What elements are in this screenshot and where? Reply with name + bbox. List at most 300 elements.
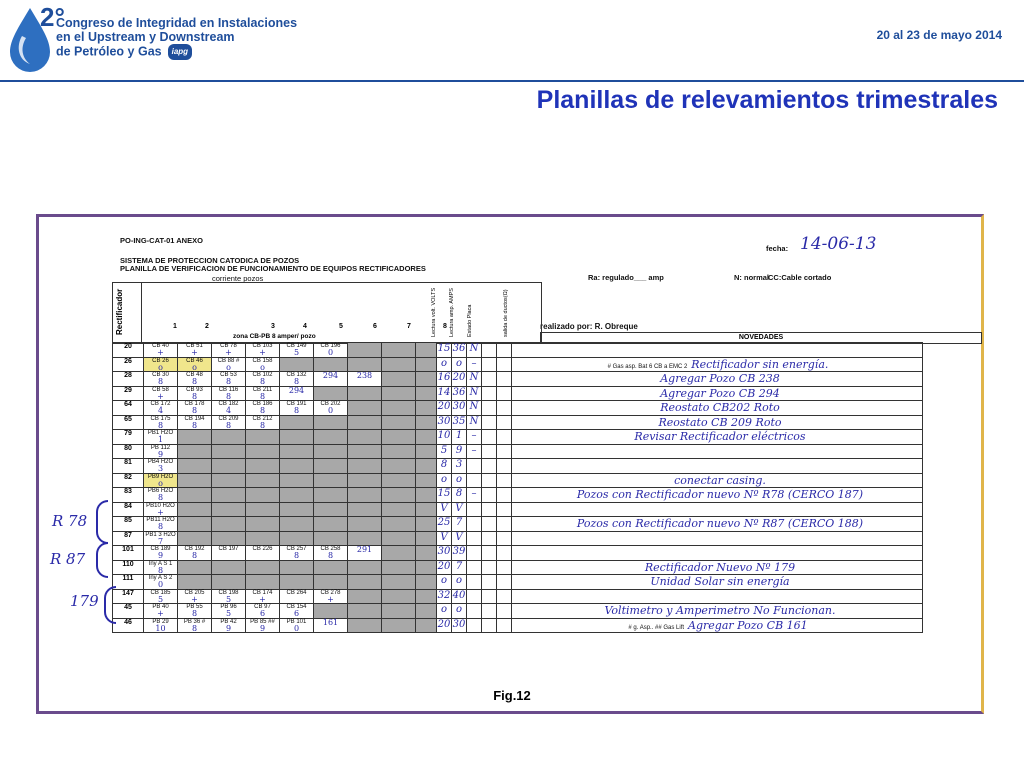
well-current: 8 <box>191 623 198 633</box>
volts-value: 25 <box>437 517 452 532</box>
well-cell <box>144 473 178 488</box>
well-cell <box>280 444 314 459</box>
well-cell <box>280 517 314 532</box>
well-id: CB 197 <box>218 546 239 552</box>
volts-value: 15 <box>437 488 452 503</box>
estado-value <box>467 589 482 604</box>
well-cell <box>314 546 348 561</box>
well-id: CB 53 <box>220 372 237 378</box>
shaded-cell <box>416 618 437 633</box>
well-cell <box>178 488 212 503</box>
well-cell <box>348 473 382 488</box>
well-cell <box>178 430 212 445</box>
rectifier-number: 87 <box>113 531 144 546</box>
well-cell <box>246 560 280 575</box>
blank-cell <box>497 502 512 517</box>
volts-value: o <box>437 575 452 590</box>
col-number: 8 <box>443 323 447 330</box>
shaded-cell <box>416 444 437 459</box>
well-id: CB 192 <box>184 546 205 552</box>
well-cell <box>382 517 416 532</box>
well-cell <box>280 459 314 474</box>
well-id: CB 88 # <box>217 357 240 364</box>
well-current: 8 <box>259 391 266 401</box>
shaded-cell <box>416 415 437 430</box>
estado-value <box>467 604 482 619</box>
well-current: 0 <box>327 406 334 415</box>
rectifier-number: 147 <box>113 589 144 604</box>
zona-label: zona CB-PB 8 amper/ pozo <box>233 333 316 340</box>
well-cell <box>212 357 246 372</box>
blank-cell <box>482 604 497 619</box>
table-row <box>113 444 923 459</box>
well-current: 294 <box>288 385 305 395</box>
well-id: PB 96 <box>220 604 237 610</box>
well-current: 8 <box>191 609 198 618</box>
well-current: 0 <box>157 580 164 589</box>
well-cell <box>280 546 314 561</box>
well-current: 8 <box>225 391 232 401</box>
well-cell <box>144 357 178 372</box>
novedad-cell <box>512 488 923 503</box>
col-number-row <box>143 323 447 333</box>
amps-value: o <box>452 473 467 488</box>
estado-value: – <box>467 430 482 445</box>
novedad-cell <box>512 575 923 590</box>
well-current: 8 <box>259 420 266 430</box>
table-row <box>113 386 923 401</box>
well-cell <box>212 604 246 619</box>
well-id: PB 40 <box>152 604 169 610</box>
well-current: + <box>191 594 198 604</box>
well-current: 8 <box>191 377 198 386</box>
well-cell <box>246 473 280 488</box>
well-id: CB 258 <box>320 546 341 552</box>
well-cell <box>348 531 382 546</box>
amps-value: 3 <box>452 459 467 474</box>
col-rectificador: Rectificador <box>115 288 124 335</box>
well-current: + <box>191 348 198 357</box>
novedad-handwritten: Revisar Rectificador eléctricos <box>634 430 806 443</box>
well-current: 8 <box>191 420 198 430</box>
novedad-cell <box>512 444 923 459</box>
well-cell <box>314 401 348 416</box>
well-cell <box>382 560 416 575</box>
well-current: + <box>157 391 164 401</box>
blank-cell <box>482 430 497 445</box>
col-number: 4 <box>303 323 307 330</box>
side-note-r87: R 87 <box>50 550 86 568</box>
blank-cell <box>482 386 497 401</box>
well-id: CB 212 <box>252 415 273 422</box>
well-current: 8 <box>225 420 232 430</box>
shaded-cell <box>416 531 437 546</box>
blank-cell <box>497 357 512 372</box>
table-row <box>113 560 923 575</box>
well-cell <box>314 618 348 633</box>
well-cell <box>178 444 212 459</box>
well-current: + <box>157 507 164 517</box>
logo-line-1: Congreso de Integridad en Instalaciones <box>56 16 298 30</box>
novedad-cell <box>512 618 923 633</box>
blank-cell <box>497 589 512 604</box>
blank-cell <box>482 343 497 358</box>
well-cell <box>314 430 348 445</box>
table-row <box>113 604 923 619</box>
well-cell <box>178 415 212 430</box>
well-cell <box>314 444 348 459</box>
well-cell <box>382 546 416 561</box>
well-id: PB 101 <box>286 618 307 625</box>
well-current: + <box>157 348 164 357</box>
well-current: 5 <box>225 609 232 618</box>
well-cell <box>212 459 246 474</box>
volts-value: 8 <box>437 459 452 474</box>
amps-value: 40 <box>452 589 467 604</box>
well-current: 10 <box>155 623 166 633</box>
figure-caption: Fig.12 <box>493 688 531 703</box>
novedad-handwritten: Reostato CB202 Roto <box>660 401 780 414</box>
well-cell <box>246 546 280 561</box>
novedad-handwritten: Agregar Pozo CB 294 <box>660 386 780 400</box>
novedad-handwritten: Agregar Pozo CB 238 <box>660 372 780 385</box>
well-current: 4 <box>225 406 232 415</box>
well-cell <box>212 444 246 459</box>
well-id: CB 132 <box>286 372 307 378</box>
well-current: 0 <box>327 348 334 357</box>
well-cell <box>314 473 348 488</box>
well-current: o <box>260 362 265 372</box>
novedad-handwritten: Pozos con Rectificador nuevo Nº R87 (CERCO 188) <box>576 517 864 530</box>
well-current: + <box>225 348 232 357</box>
well-cell <box>212 517 246 532</box>
well-cell <box>178 604 212 619</box>
well-cell <box>348 444 382 459</box>
well-current: 8 <box>157 565 164 575</box>
volts-value: 16 <box>437 372 452 387</box>
well-cell <box>382 575 416 590</box>
table-row <box>113 401 923 416</box>
table-row <box>113 589 923 604</box>
rectifier-number: 81 <box>113 459 144 474</box>
rectifier-number: 83 <box>113 488 144 503</box>
table-row <box>113 531 923 546</box>
well-current: + <box>259 348 266 357</box>
well-cell <box>178 459 212 474</box>
table-row <box>113 517 923 532</box>
well-id: CB 26 <box>152 357 169 364</box>
blank-cell <box>482 531 497 546</box>
well-id: CB 154 <box>286 604 307 610</box>
well-cell <box>144 502 178 517</box>
well-cell <box>144 444 178 459</box>
well-cell <box>246 357 280 372</box>
table-row <box>113 618 923 633</box>
well-id: CB 196 <box>320 343 341 349</box>
logo-edition-number: 2° <box>40 2 65 32</box>
col-amps: Lectura amp. AMPS <box>449 288 455 337</box>
well-cell <box>280 401 314 416</box>
well-cell <box>382 604 416 619</box>
shaded-cell <box>416 357 437 372</box>
well-cell <box>280 560 314 575</box>
well-id: PB1 3 H2O <box>145 531 176 538</box>
well-id: CB 194 <box>184 415 205 422</box>
well-cell <box>246 343 280 358</box>
amps-value: 7 <box>452 517 467 532</box>
amps-value: V <box>452 502 467 517</box>
amps-value: 20 <box>452 372 467 387</box>
well-cell <box>212 575 246 590</box>
well-cell <box>178 401 212 416</box>
novedad-handwritten <box>716 590 720 603</box>
volts-value: 14 <box>437 386 452 401</box>
blank-cell <box>482 618 497 633</box>
volts-value: V <box>437 502 452 517</box>
iapg-badge: iapg <box>168 44 192 60</box>
rectifier-number: 84 <box>113 502 144 517</box>
well-cell <box>178 546 212 561</box>
blank-cell <box>497 444 512 459</box>
novedad-handwritten <box>716 503 720 516</box>
well-cell <box>314 357 348 372</box>
side-note-r78: R 78 <box>52 512 88 530</box>
well-cell <box>246 415 280 430</box>
well-cell <box>144 604 178 619</box>
novedades-header: NOVEDADES <box>540 332 982 344</box>
well-cell <box>212 531 246 546</box>
amps-value: 35 <box>452 415 467 430</box>
well-id: CB 175 <box>150 415 171 422</box>
novedad-cell <box>512 517 923 532</box>
well-cell <box>246 531 280 546</box>
rectifier-number: 20 <box>113 343 144 358</box>
well-cell <box>246 459 280 474</box>
well-cell <box>144 459 178 474</box>
well-cell <box>144 401 178 416</box>
estado-value <box>467 473 482 488</box>
well-current: 5 <box>293 348 300 357</box>
well-cell <box>280 618 314 633</box>
well-current: 9 <box>259 623 266 633</box>
shaded-cell <box>416 459 437 474</box>
table-row <box>113 546 923 561</box>
well-id: PB 55 <box>186 604 203 610</box>
novedad-handwritten: Reostato CB 209 Roto <box>658 415 782 429</box>
shaded-cell <box>416 372 437 387</box>
table-row <box>113 430 923 445</box>
blank-cell <box>482 473 497 488</box>
novedad-handwritten <box>716 532 720 545</box>
well-id: PB9 H2O <box>147 473 174 480</box>
well-cell <box>246 386 280 401</box>
shaded-cell <box>416 473 437 488</box>
well-cell <box>382 401 416 416</box>
estado-value: – <box>467 444 482 459</box>
well-cell <box>382 444 416 459</box>
well-cell <box>314 560 348 575</box>
estado-value <box>467 502 482 517</box>
well-cell <box>144 531 178 546</box>
well-current: 7 <box>157 536 164 546</box>
rectifier-number: 45 <box>113 604 144 619</box>
well-current: 8 <box>191 551 198 560</box>
well-cell <box>280 575 314 590</box>
well-cell <box>280 415 314 430</box>
well-current: 8 <box>191 391 198 401</box>
novedad-printed: # g. Asp.. ## Gas Lift <box>628 624 685 631</box>
well-current: o <box>192 362 197 372</box>
well-cell <box>144 372 178 387</box>
well-cell <box>348 575 382 590</box>
blank-cell <box>497 618 512 633</box>
well-cell <box>280 343 314 358</box>
well-current: 0 <box>293 623 300 633</box>
blank-cell <box>497 372 512 387</box>
congress-logo <box>6 2 306 76</box>
well-cell <box>314 459 348 474</box>
blank-cell <box>482 546 497 561</box>
well-current: 8 <box>327 551 334 560</box>
blank-cell <box>482 517 497 532</box>
well-cell <box>178 357 212 372</box>
blank-cell <box>482 488 497 503</box>
estado-value: – <box>467 357 482 372</box>
well-id: CB 149 <box>286 343 307 349</box>
well-cell <box>314 415 348 430</box>
logo-line-3: de Petróleo y Gas iapg <box>56 44 297 60</box>
well-cell <box>212 488 246 503</box>
well-cell <box>348 357 382 372</box>
well-cell <box>178 517 212 532</box>
well-cell <box>280 473 314 488</box>
well-cell <box>212 372 246 387</box>
well-cell <box>144 517 178 532</box>
amps-value: 39 <box>452 546 467 561</box>
table-row <box>113 372 923 387</box>
volts-value: 30 <box>437 415 452 430</box>
well-cell <box>246 430 280 445</box>
sheet-code: PO-ING-CAT-01 ANEXO <box>120 236 203 245</box>
rectifier-number: 101 <box>113 546 144 561</box>
well-cell <box>212 386 246 401</box>
side-note-179: 179 <box>70 592 99 610</box>
well-cell <box>348 386 382 401</box>
amps-value: V <box>452 531 467 546</box>
well-current: o <box>158 362 163 372</box>
well-current: 161 <box>322 617 339 627</box>
shaded-cell <box>416 488 437 503</box>
well-cell <box>348 459 382 474</box>
shaded-cell <box>416 604 437 619</box>
estado-value <box>467 575 482 590</box>
well-current: 5 <box>157 594 164 604</box>
amps-value: 30 <box>452 618 467 633</box>
well-cell <box>144 575 178 590</box>
well-current: 8 <box>191 406 198 415</box>
well-cell <box>348 401 382 416</box>
blank-cell <box>497 546 512 561</box>
well-current: o <box>158 478 163 488</box>
amps-value: o <box>452 575 467 590</box>
volts-value: V <box>437 531 452 546</box>
rectifier-number: 79 <box>113 430 144 445</box>
well-current: 5 <box>225 594 232 604</box>
well-cell <box>382 502 416 517</box>
well-current: + <box>327 594 334 604</box>
well-cell <box>246 502 280 517</box>
well-cell <box>144 430 178 445</box>
well-cell <box>246 517 280 532</box>
well-id: Iny A S 2 <box>148 575 173 581</box>
well-id: CB 198 <box>218 589 239 596</box>
well-current: 6 <box>259 609 266 618</box>
well-cell <box>382 589 416 604</box>
brace-r78 <box>96 500 108 544</box>
novedad-cell <box>512 459 923 474</box>
well-id: PB4 H2O <box>147 459 174 465</box>
table-row <box>113 459 923 474</box>
table-row <box>113 357 923 372</box>
novedad-cell <box>512 560 923 575</box>
novedad-cell <box>512 531 923 546</box>
table-row <box>113 415 923 430</box>
blank-cell <box>497 560 512 575</box>
shaded-cell <box>416 502 437 517</box>
well-cell <box>280 357 314 372</box>
amps-value: 36 <box>452 343 467 358</box>
realizado-por: realizado por: R. Obreque <box>540 322 638 331</box>
well-id: CB 58 <box>152 386 169 393</box>
well-cell <box>178 473 212 488</box>
data-table <box>112 342 923 633</box>
novedad-cell <box>512 589 923 604</box>
well-cell <box>314 589 348 604</box>
novedad-handwritten: Voltimetro y Amperimetro No Funcionan. <box>604 604 836 617</box>
well-cell <box>348 560 382 575</box>
shaded-cell <box>416 430 437 445</box>
table-row <box>113 488 923 503</box>
well-cell <box>212 560 246 575</box>
well-id: CB 40 <box>152 343 169 349</box>
well-cell <box>382 459 416 474</box>
well-id: CB 78 <box>220 343 237 349</box>
novedad-handwritten <box>716 343 720 356</box>
estado-value <box>467 546 482 561</box>
well-id: CB 226 <box>252 546 273 552</box>
well-cell <box>212 473 246 488</box>
brace-179 <box>104 586 116 624</box>
well-cell <box>144 386 178 401</box>
table-row <box>113 343 923 358</box>
well-cell <box>382 372 416 387</box>
well-id: CB 93 <box>186 386 203 393</box>
well-id: CB 178 <box>184 401 205 407</box>
well-cell <box>246 604 280 619</box>
amps-value: 7 <box>452 560 467 575</box>
estado-value: N <box>467 401 482 416</box>
blank-cell <box>497 604 512 619</box>
well-cell <box>382 415 416 430</box>
estado-value: – <box>467 488 482 503</box>
blank-cell <box>482 589 497 604</box>
well-id: CB 205 <box>184 589 205 596</box>
rectifier-number: 29 <box>113 386 144 401</box>
well-cell <box>382 618 416 633</box>
well-current: 8 <box>293 377 300 386</box>
well-id: CB 202 <box>320 401 341 407</box>
well-current: 3 <box>157 464 164 473</box>
